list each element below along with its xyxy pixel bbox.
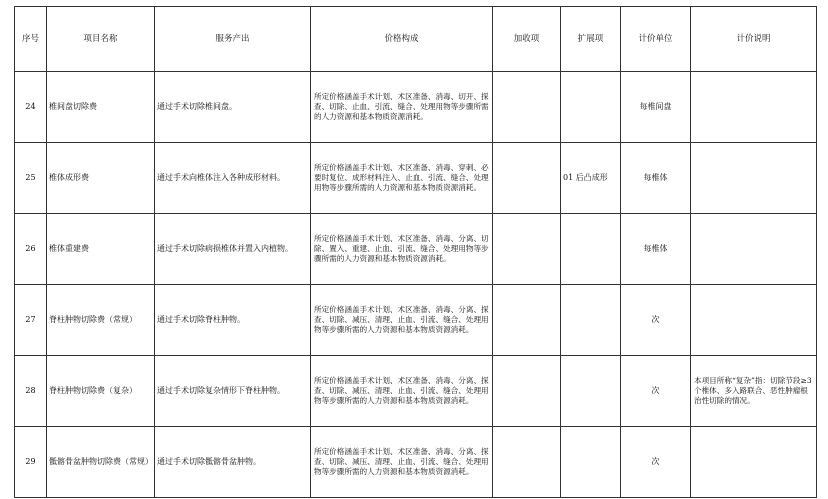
cell-extension <box>561 427 621 498</box>
table-row <box>15 214 817 285</box>
cell-unit: 每椎体 <box>621 214 691 285</box>
cell-note <box>691 214 817 285</box>
cell-surcharge <box>493 427 561 498</box>
cell-no: 27 <box>15 285 47 356</box>
cell-output: 通过手术切除病损椎体并置入内植物。 <box>155 214 311 285</box>
table-header-row <box>15 7 817 72</box>
cell-output: 通过手术切除复杂情形下脊柱肿物。 <box>155 356 311 427</box>
table-row <box>15 356 817 427</box>
cell-note: 本项目所称“复杂”指：切除节段≥3个椎体、多入路联合、恶性肿瘤根治性切除的情况。 <box>691 356 817 427</box>
cell-surcharge <box>493 143 561 214</box>
table-row <box>15 143 817 214</box>
cell-no: 24 <box>15 72 47 143</box>
cell-name: 椎体成形费 <box>47 143 155 214</box>
cell-composition: 所定价格涵盖手术计划、术区准备、消毒、分离、探查、切除、减压、清理、止血、引流、缝合、处理用物等步骤所需的人力资源和基本物质资源消耗。 <box>311 356 493 427</box>
cell-name: 椎体重建费 <box>47 214 155 285</box>
cell-output: 通过手术切除椎间盘。 <box>155 72 311 143</box>
cell-note <box>691 285 817 356</box>
cell-name: 脊柱肿物切除费（复杂） <box>47 356 155 427</box>
header-unit: 计价单位 <box>621 7 691 72</box>
cell-unit: 次 <box>621 427 691 498</box>
cell-note <box>691 427 817 498</box>
cell-surcharge <box>493 356 561 427</box>
header-note: 计价说明 <box>691 7 817 72</box>
cell-surcharge <box>493 72 561 143</box>
cell-name: 骶髂骨盆肿物切除费（常规） <box>47 427 155 498</box>
table-row <box>15 285 817 356</box>
cell-no: 25 <box>15 143 47 214</box>
cell-composition: 所定价格涵盖手术计划、术区准备、消毒、分离、探查、切除、减压、清理、止血、引流、缝合、处理用物等步骤所需的人力资源和基本物质资源消耗。 <box>311 285 493 356</box>
cell-surcharge <box>493 214 561 285</box>
cell-unit: 每椎体 <box>621 143 691 214</box>
cell-note <box>691 72 817 143</box>
table-row <box>15 72 817 143</box>
cell-composition: 所定价格涵盖手术计划、术区准备、消毒、穿刺、必要时复位、成形材料注入、止血、引流、缝合、处理用物等步骤所需的人力资源和基本物质资源消耗。 <box>311 143 493 214</box>
header-no: 序号 <box>15 7 47 72</box>
table-row <box>15 427 817 498</box>
cell-extension <box>561 356 621 427</box>
header-surcharge: 加收项 <box>493 7 561 72</box>
header-name: 项目名称 <box>47 7 155 72</box>
cell-composition: 所定价格涵盖手术计划、术区准备、消毒、分离、切除、置入、重建、止血、引流、缝合、处理用物等步骤所需的人力资源和基本物质资源消耗。 <box>311 214 493 285</box>
cell-no: 26 <box>15 214 47 285</box>
cell-name: 脊柱肿物切除费（常规） <box>47 285 155 356</box>
cell-output: 通过手术切除脊柱肿物。 <box>155 285 311 356</box>
cell-no: 29 <box>15 427 47 498</box>
cell-unit: 每椎间盘 <box>621 72 691 143</box>
cell-note <box>691 143 817 214</box>
header-output: 服务产出 <box>155 7 311 72</box>
cell-composition: 所定价格涵盖手术计划、术区准备、消毒、切开、探查、切除、止血、引流、缝合、处理用物等步骤所需的人力资源和基本物质资源消耗。 <box>311 72 493 143</box>
cell-extension <box>561 72 621 143</box>
cell-unit: 次 <box>621 285 691 356</box>
cell-extension <box>561 285 621 356</box>
cell-extension: 01 后凸成形 <box>561 143 621 214</box>
cell-output: 通过手术向椎体注入各种成形材料。 <box>155 143 311 214</box>
header-extension: 扩展项 <box>561 7 621 72</box>
cell-name: 椎间盘切除费 <box>47 72 155 143</box>
cell-surcharge <box>493 285 561 356</box>
cell-unit: 次 <box>621 356 691 427</box>
cell-extension <box>561 214 621 285</box>
cell-no: 28 <box>15 356 47 427</box>
cell-composition: 所定价格涵盖手术计划、术区准备、消毒、分离、探查、切除、减压、清理、止血、引流、缝合、处理用物等步骤所需的人力资源和基本物质资源消耗。 <box>311 427 493 498</box>
header-composition: 价格构成 <box>311 7 493 72</box>
cell-output: 通过手术切除骶髂骨盆肿物。 <box>155 427 311 498</box>
pricing-table <box>14 6 817 498</box>
